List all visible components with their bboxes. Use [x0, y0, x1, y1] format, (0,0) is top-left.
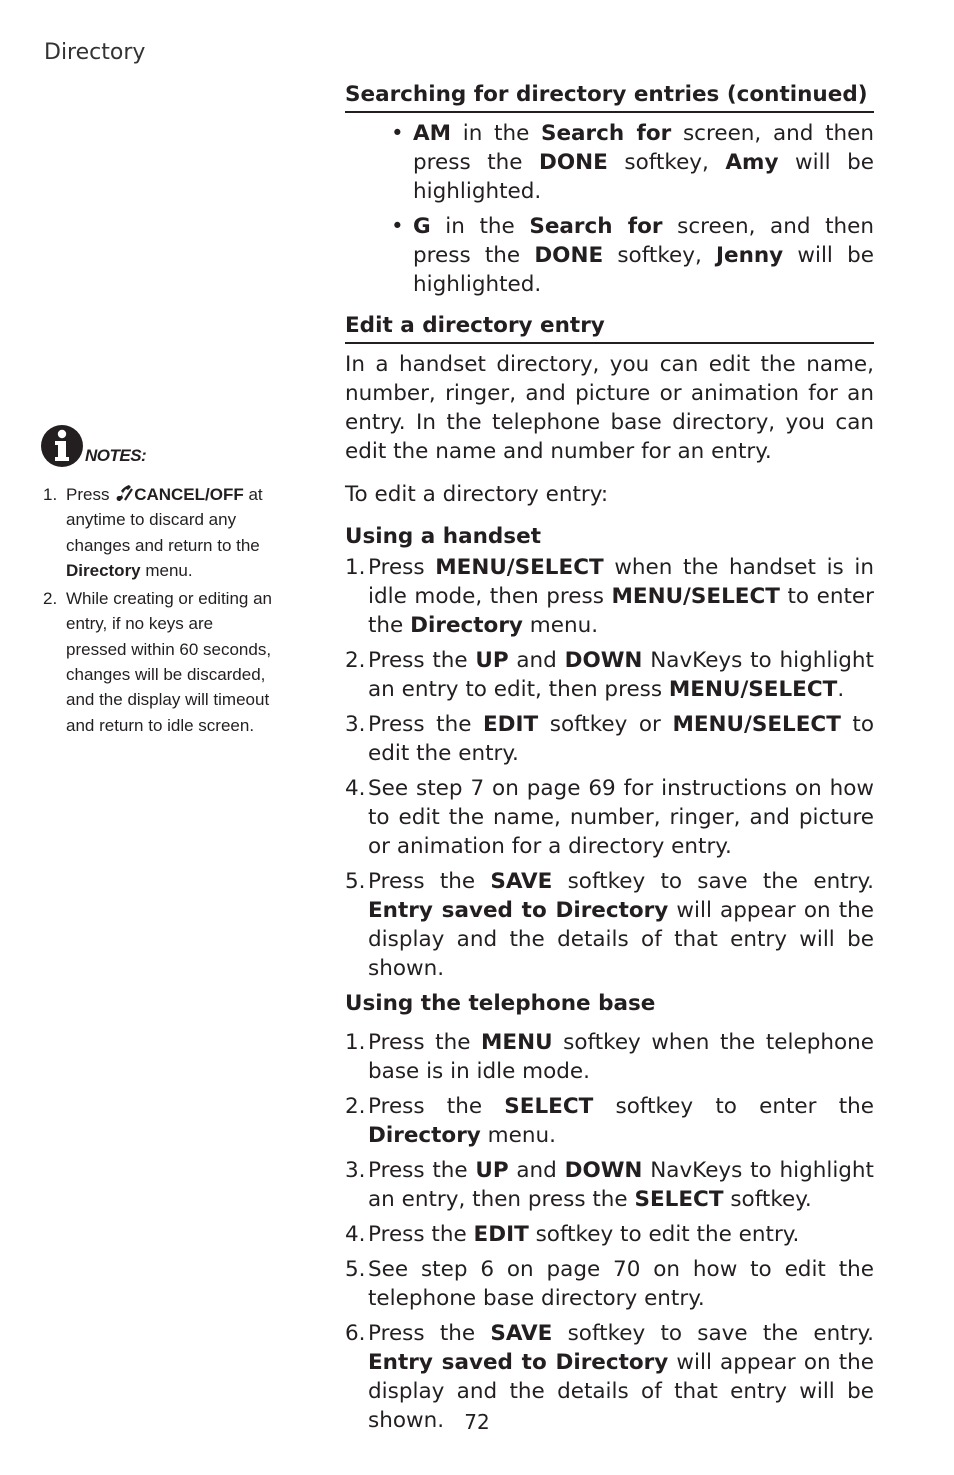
step-item: 1. Press the MENU softkey when the telephone base is in idle mode.	[345, 1030, 874, 1084]
step-item: 5. Press the SAVE softkey to save the entry. Entry saved to Directory will appear on the display and the details of that entry will be shown.	[345, 869, 875, 981]
subheading-base: Using the telephone base	[345, 991, 656, 1016]
step-item: 6. Press the SAVE softkey to save the entry. Entry saved to Directory will appear on the display and the details of that entry will be shown.	[345, 1321, 875, 1433]
step-item: 2. Press the SELECT softkey to enter the Directory menu.	[345, 1094, 874, 1148]
notes-sidebar	[40, 418, 272, 741]
page-number: 72	[464, 1410, 490, 1434]
subheading-handset: Using a handset	[345, 524, 541, 549]
section-title-edit: Edit a directory entry	[345, 311, 874, 344]
edit-lead: To edit a directory entry:	[345, 482, 609, 507]
note-item: 1. Press CANCEL/OFF at anytime to discard any changes and return to the Directory menu.	[43, 485, 263, 580]
step-item: 1. Press MENU/SELECT when the handset is in idle mode, then press MENU/SELECT to enter the Directory menu.	[345, 555, 874, 638]
handset-steps	[345, 553, 874, 983]
base-steps	[345, 1028, 874, 1435]
note-item: 2. While creating or editing an entry, if no keys are pressed within 60 seconds, changes will be discarded, and the display will timeout and return to idle screen.	[43, 589, 273, 735]
step-item: 2. Press the UP and DOWN NavKeys to highlight an entry to edit, then press MENU/SELECT.	[345, 648, 874, 702]
phone-handset-icon	[114, 483, 134, 503]
notes-list	[40, 482, 272, 738]
notes-label: NOTES:	[85, 446, 147, 465]
bullet-item: • G in the Search for screen, and then press the DONE softkey, Jenny will be highlighted.	[413, 212, 874, 299]
edit-intro: In a handset directory, you can edit the name, number, ringer, and picture or animation for an entry. In the telephone base directory, you can edit the name and number for an entry.	[345, 352, 874, 464]
step-item: 5. See step 6 on page 70 on how to edit the telephone base directory entry.	[345, 1257, 874, 1311]
main-content	[345, 80, 874, 1441]
step-item: 4. Press the EDIT softkey to edit the entry.	[345, 1222, 800, 1247]
notes-header	[40, 418, 272, 468]
step-item: 3. Press the UP and DOWN NavKeys to highlight an entry, then press the SELECT softkey.	[345, 1158, 874, 1212]
section-title-search: Searching for directory entries (continued)	[345, 80, 874, 113]
step-item: 3. Press the EDIT softkey or MENU/SELECT to edit the entry.	[345, 712, 874, 766]
search-examples	[345, 119, 874, 299]
running-header: Directory	[44, 40, 146, 65]
bullet-item: • AM in the Search for screen, and then press the DONE softkey, Amy will be highlighted.	[413, 119, 874, 206]
info-icon	[40, 424, 84, 468]
step-item: 4. See step 7 on page 69 for instructions on how to edit the name, number, ringer, and picture or animation for a directory entry.	[345, 776, 874, 859]
